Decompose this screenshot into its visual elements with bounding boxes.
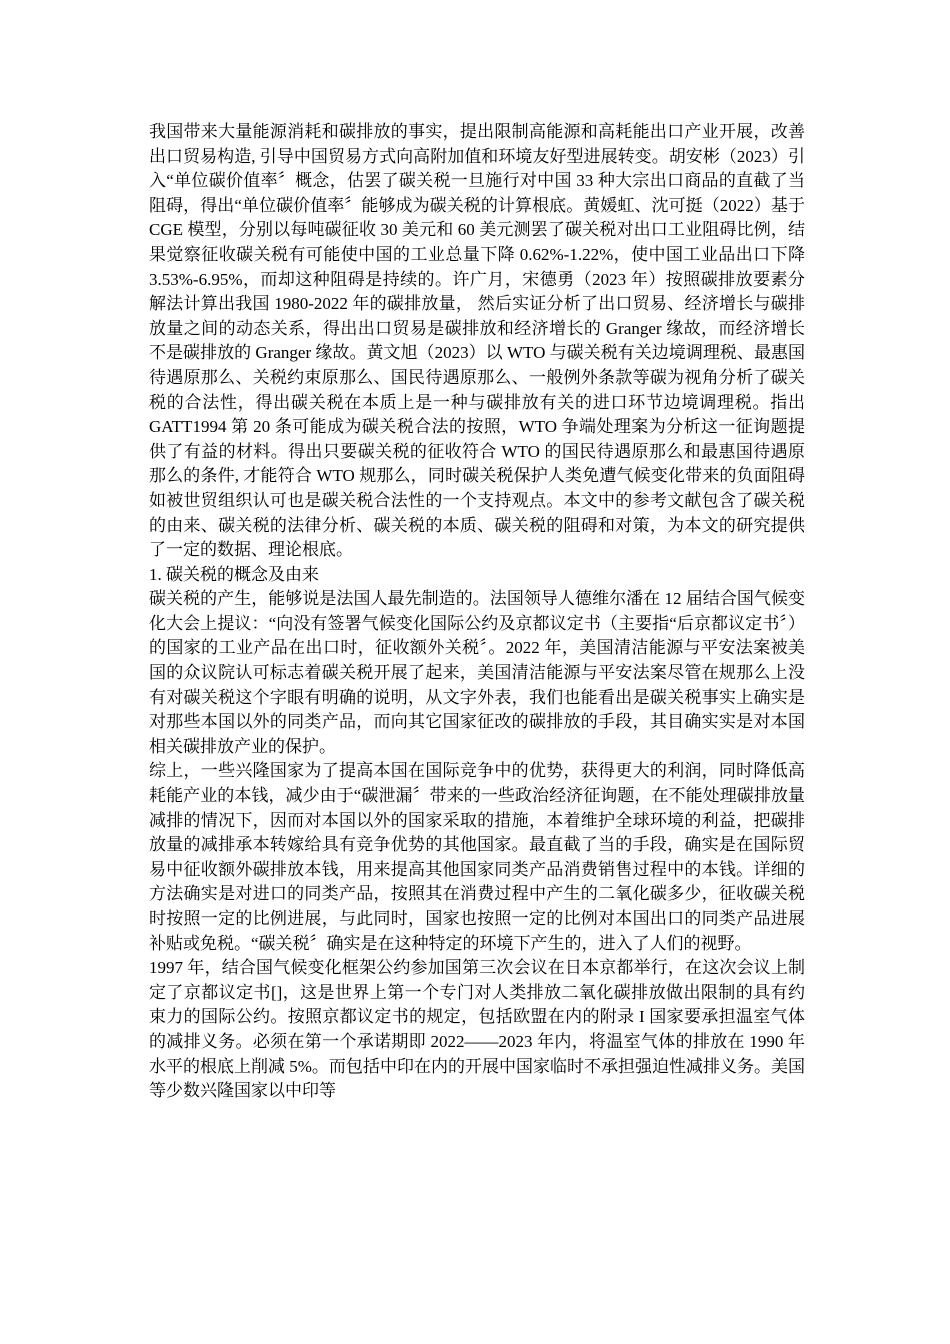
body-paragraph-kyoto: 1997 年，结合国气候变化框架公约参加国第三次会议在日本京都举行，在这次会议上制定了京都议定书[]，这是世界上第一个专门对人类排放二氧化碳排放做出限制的具有约束力的国际公约。按照京都议定书的规定，包括欧盟在内的附录 I 国家要承担温室气体的减排义务。必须在第一个承诺期即 2022——2023 年内，将温室气体的排放在 1990 年水平的根底上削减 5%。而包括中印在内的开展中国家临时不承担强迫性减排义务。美国等少数兴隆国家以中印等 [149, 958, 805, 1101]
body-paragraph-summary: 综上，一些兴隆国家为了提高本国在国际竞争中的优势，获得更大的利润，同时降低高耗能产业的本钱，减少由于“碳泄漏〞带来的一些政治经济征询题，在不能处理碳排放量减排的情况下，因而对本国以外的国家采取的措施，本着维护全球环境的利益，把碳排放量的减排承本转嫁给具有竞争优势的其他国家。最直截了当的手段，确实是在国际贸易中征收额外碳排放本钱，用来提高其他国家同类产品消费销售过程中的本钱。详细的方法确实是对进口的同类产品，按照其在消费过程中产生的二氧化碳多少，征收碳关税时按照一定的比例进展，与此同时，国家也按照一定的比例对本国出口的同类产品进展补贴或免税。“碳关税〞确实是在这种特定的环境下产生的，进入了人们的视野。 [149, 761, 805, 953]
document-page [149, 120, 805, 1104]
body-paragraph-intro: 我国带来大量能源消耗和碳排放的事实，提出限制高能源和高耗能出口产业开展，改善出口贸易构造, 引导中国贸易方式向高附加值和环境友好型进展转变。胡安彬（2023）引入“单位碳价值率〞概念，估罢了碳关税一旦施行对中国 33 种大宗出口商品的直截了当阻碍，得出“单位碳价值率〞能够成为碳关税的计算根底。黄媛虹、沈可挺（2022）基于 CGE 模型，分别以每吨碳征收 30 美元和 60 美元测罢了碳关税对出口工业阻碍比例，结果觉察征收碳关税有可能使中国的工业总量下降 0.62%-1.22%，使中国工业品出口下降 3.53%-6.95%，而却这种阻碍是持续的。许广月，宋德勇（2023 年）按照碳排放要素分解法计算出我国 1980-2022 年的碳排放量， 然后实证分析了出口贸易、经济增长与碳排放量之间的动态关系，得出出口贸易是碳排放和经济增长的 Granger 缘故，而经济增长不是碳排放的 Granger 缘故。黄文旭（2023）以 WTO 与碳关税有关边境调理税、最惠国待遇原那么、关税约束原那么、国民待遇原那么、一般例外条款等碳为视角分析了碳关税的合法性，得出碳关税在本质上是一种与碳排放有关的进口环节边境调理税。指出 GATT1994 第 20 条可能成为碳关税合法的按照，WTO 争端处理案为分析这一征询题提供了有益的材料。得出只要碳关税的征收符合 WTO 的国民待遇原那么和最惠国待遇原那么的条件, 才能符合 WTO 规那么，同时碳关税保护人类免遭气候变化带来的负面阻碍如被世贸组织认可也是碳关税合法性的一个支持观点。本文中的参考文献包含了碳关税的由来、碳关税的法律分析、碳关税的本质、碳关税的阻碍和对策，为本文的研究提供了一定的数据、理论根底。 [149, 122, 805, 560]
section-heading: 1. 碳关税的概念及由来 [149, 564, 319, 584]
body-paragraph-origin: 碳关税的产生，能够说是法国人最先制造的。法国领导人德维尔潘在 12 届结合国气候变化大会上提议：“向没有签署气候变化国际公约及京都议定书（主要指“后京都议定书〞）的国家的工业产品在出口时，征收额外关税〞。2022 年，美国清洁能源与平安法案被美国的众议院认可标志着碳关税开展了起来，美国清洁能源与平安法案尽管在规那么上没有对碳关税这个字眼有明确的说明，从文字外表，我们也能看出是碳关税事实上确实是对那些本国以外的同类产品，而向其它国家征改的碳排放的手段，其目确实实是对本国相关碳排放产业的保护。 [149, 589, 805, 756]
